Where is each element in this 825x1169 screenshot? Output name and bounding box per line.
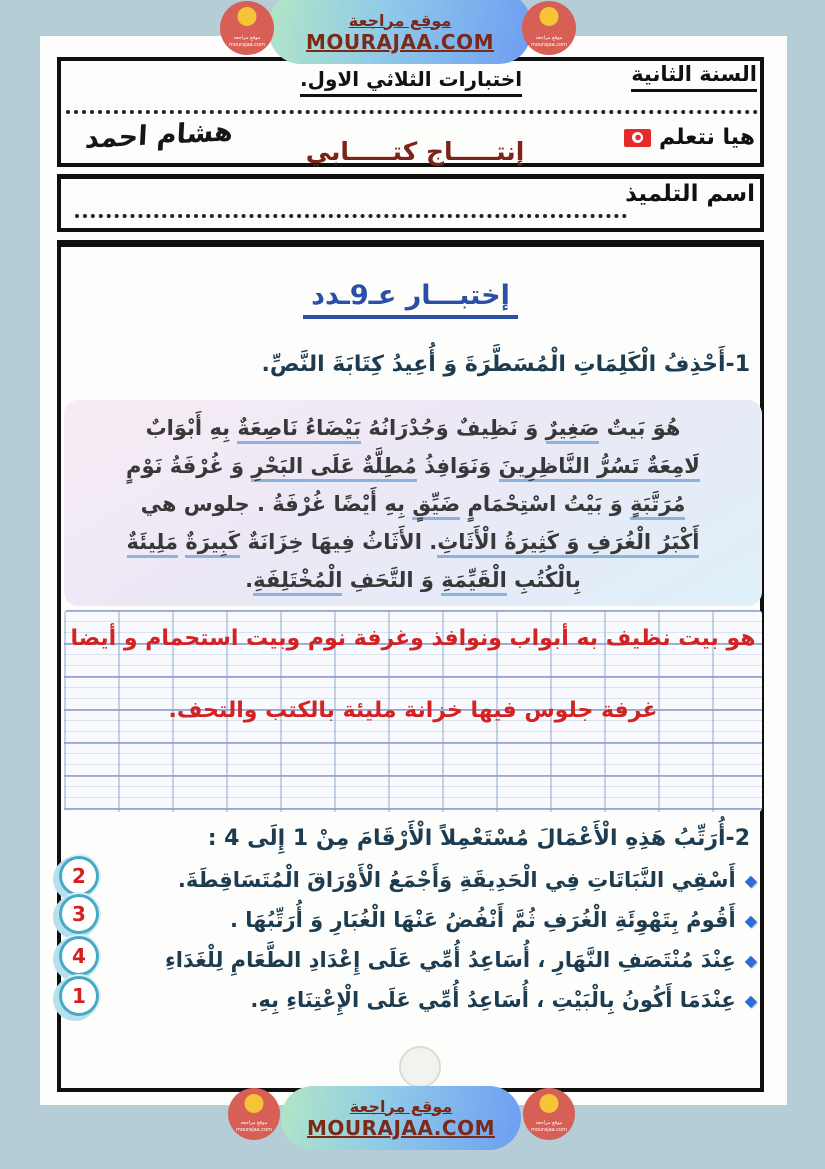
- site-banner-bottom: [281, 1086, 521, 1150]
- passage-text: وَنَوَافِذُ: [416, 454, 499, 478]
- passage-text: . الأَثَاثُ فِيهَا خِزَانَةٌ: [240, 530, 438, 554]
- mourajaa-logo: [220, 1, 274, 55]
- logo-caption-arabic: موقع مراجعة: [535, 35, 563, 41]
- student-name-dotted-line: [75, 214, 627, 218]
- logo-caption: mourajaa.com: [530, 42, 567, 48]
- task-text: أَسْقِي النَّبَاتَاتِ فِي الْحَدِيقَةِ وَأَجْمَعُ الْأَوْرَاقَ الْمُتَسَاقِطَةَ.: [177, 868, 736, 892]
- underlined-word: بَيْضَاءُ نَاصِعَةٌ: [237, 416, 361, 444]
- underlined-word: أَكْبَرُ الْغُرَفِ وَ كَثِيرَةُ الْأَثَاثِ: [437, 530, 699, 558]
- question1-heading: 1-أَحْذِفُ الْكَلِمَاتِ الْمُسَطَّرَةَ وَ أُعِيدُ كِتَابَةَ النَّصِّ.: [261, 352, 750, 377]
- mourajaa-logo: [523, 1088, 575, 1140]
- passage-text: بِالْكُتُبِ: [506, 568, 581, 592]
- underlined-word: الْقَيِّمَةِ: [441, 568, 507, 596]
- underlined-word: مُطِلَّةٌ عَلَى البَحْرِ: [251, 454, 416, 482]
- mourajaa-logo-icon: [238, 7, 257, 26]
- task-item: [100, 860, 757, 900]
- exam-session-label: اختبارات الثلاثي الاول.: [300, 67, 522, 97]
- page-number-circle: [399, 1046, 441, 1088]
- logo-caption: mourajaa.com: [530, 1127, 567, 1133]
- passage-text: بِهِ أَيْضًا غُرْفَةُ . جلوس هي: [140, 492, 413, 516]
- order-number-circle: 4: [59, 936, 99, 976]
- passage-line: [64, 409, 762, 447]
- slogan-row: [624, 125, 755, 150]
- exam-title-row: [57, 280, 764, 319]
- passage-line: [64, 561, 762, 599]
- passage-text: بِهِ أَبْوَابٌ: [145, 416, 238, 440]
- answer-sheet: [64, 610, 762, 812]
- site-name-arabic-link[interactable]: موقع مراجعة: [348, 10, 452, 30]
- site-url-link[interactable]: MOURAJAA.COM: [306, 29, 494, 54]
- underlined-word: لَامِعَةٌ تَسُرُّ النَّاظِرِينَ: [499, 454, 700, 482]
- passage-text: وَ نَظِيفٌ وَجُدْرَانُهُ: [361, 416, 546, 440]
- passage-line: [64, 485, 762, 523]
- task-item: [100, 900, 757, 940]
- teacher-signature: هشام احمد: [84, 116, 234, 155]
- task-text: عِنْدَمَا أَكُونُ بِالْبَيْتِ ، أُسَاعِدُ أُمِّي عَلَى الْإِعْتِنَاءِ بِهِ.: [250, 988, 736, 1012]
- task-item: [100, 940, 757, 980]
- diamond-bullet-icon: ◆: [744, 910, 757, 930]
- logo-caption: mourajaa.com: [235, 1127, 272, 1133]
- order-number-circle: 2: [59, 856, 99, 896]
- passage-line: [64, 523, 762, 561]
- site-banner-top: [269, 0, 531, 64]
- passage-text: هُوَ بَيتٌ: [599, 416, 681, 440]
- underlined-word: كَبِيرَةٌ: [185, 530, 240, 558]
- passage-text: .: [245, 568, 254, 592]
- passage-text: وَ غُرْفَةُ نَوْمٍ: [126, 454, 252, 478]
- site-name-arabic-link[interactable]: موقع مراجعة: [349, 1096, 453, 1116]
- q2-items: [100, 860, 757, 1020]
- underlined-word: ضَيِّقٍ: [412, 492, 460, 520]
- student-name-label: اسم التلميذ: [625, 181, 755, 207]
- handwritten-answer-line: غرفة جلوس فيها خزانة مليئة بالكتب والتحف.: [168, 698, 658, 723]
- passage-block: [64, 400, 762, 606]
- logo-caption-arabic: موقع مراجعة: [535, 1120, 563, 1126]
- task-text: عِنْدَ مُنْتَصَفِ النَّهَارِ ، أُسَاعِدُ أُمِّي عَلَى إِعْدَادِ الطَّعَامِ لِلْغَدَاءِ: [165, 948, 736, 972]
- passage-line: [64, 447, 762, 485]
- mourajaa-logo-icon: [540, 1094, 559, 1113]
- underlined-word: صَغِيرٌ: [546, 416, 600, 444]
- logo-caption-arabic: موقع مراجعة: [240, 1120, 268, 1126]
- underlined-word: مُرَتَّبَةٍ: [630, 492, 685, 520]
- diamond-bullet-icon: ◆: [744, 870, 757, 890]
- slogan-label: هيا نتعلم: [658, 125, 755, 150]
- subject-title: إنتـــــاج كتـــــابي: [305, 137, 525, 166]
- tunisia-flag-icon: [624, 129, 651, 147]
- handwritten-answer-line: هو بيت نظيف به أبواب ونوافذ وغرفة نوم وبيت استحمام و أيضا: [70, 626, 756, 651]
- question2-heading: 2-أُرَتِّبُ هَذِهِ الْأَعْمَالَ مُسْتَعْمِلاً الْأَرْقَامَ مِنْ 1 إِلَى 4 :: [207, 826, 750, 851]
- mourajaa-logo: [228, 1088, 280, 1140]
- logo-caption-arabic: موقع مراجعة: [233, 35, 261, 41]
- site-url-link[interactable]: MOURAJAA.COM: [307, 1115, 495, 1140]
- exam-title: إختبـــار عـ9ـدد: [303, 280, 518, 319]
- grade-label: السنة الثانية: [631, 62, 757, 92]
- task-text: أَقُومُ بِتَهْوِئَةِ الْغُرَفِ ثُمَّ أَنْفُضُ عَنْهَا الْغُبَارِ وَ أُرَتِّبُهَا .: [230, 908, 736, 932]
- underlined-word: الْمُخْتَلِفَةِ: [253, 568, 342, 596]
- passage-text: وَ التَّحَفِ: [342, 568, 442, 592]
- passage-text: وَ بَيْتُ اسْتِحْمَامٍ: [460, 492, 631, 516]
- order-number-circle: 1: [59, 976, 99, 1016]
- mourajaa-logo: [522, 1, 576, 55]
- header-dotted-line: [66, 110, 758, 114]
- logo-caption: mourajaa.com: [228, 42, 265, 48]
- diamond-bullet-icon: ◆: [744, 950, 757, 970]
- diamond-bullet-icon: ◆: [744, 990, 757, 1010]
- underlined-word: مَلِيئَةٌ: [127, 530, 178, 558]
- order-number-circle: 3: [59, 894, 99, 934]
- mourajaa-logo-icon: [540, 7, 559, 26]
- mourajaa-logo-icon: [245, 1094, 264, 1113]
- task-item: [100, 980, 757, 1020]
